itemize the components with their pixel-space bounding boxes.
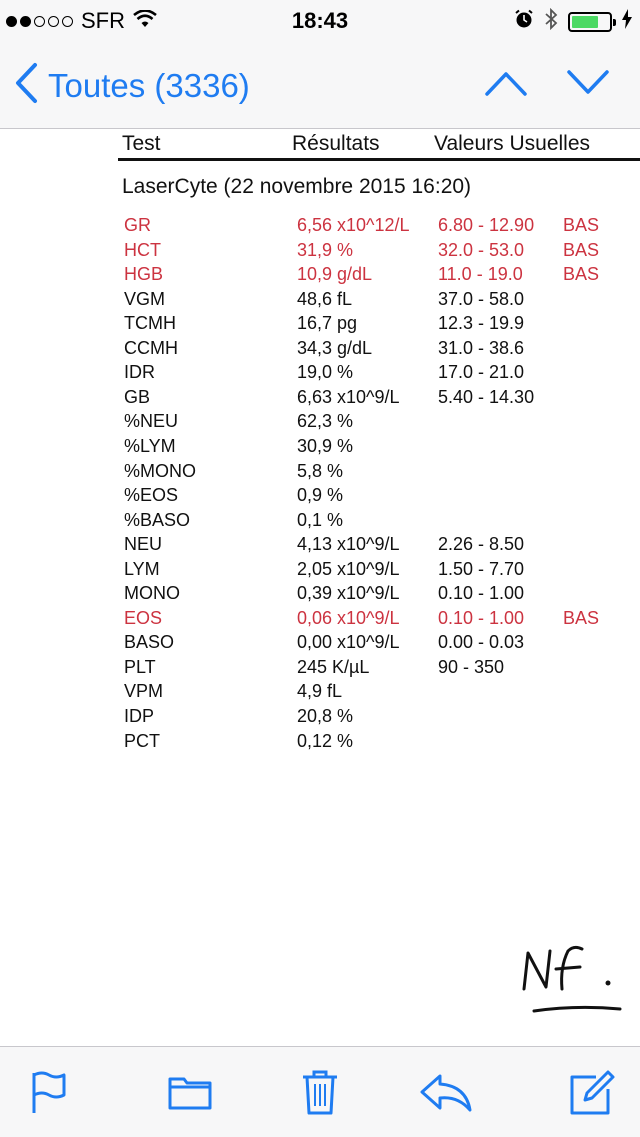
test-name: HCT [124,239,161,260]
result-value: 34,3 g/dL [297,337,373,358]
compose-button[interactable] [566,1069,618,1119]
result-row [0,632,640,656]
result-row [0,534,640,558]
reference-range: 37.0 - 58.0 [438,288,525,309]
folder-icon [167,1073,213,1116]
result-value: 0,1 % [297,509,344,530]
result-row [0,510,640,534]
reference-range: 31.0 - 38.6 [438,337,525,358]
result-value: 245 K/µL [297,656,370,677]
result-value: 4,13 x10^9/L [297,534,400,555]
result-flag: BAS [563,239,600,260]
message-body[interactable] [0,129,640,1045]
result-row [0,559,640,583]
flag-icon [28,1069,68,1120]
result-row [0,436,640,460]
test-name: %MONO [124,460,196,481]
result-row [0,731,640,755]
result-value: 31,9 % [297,239,354,260]
result-flag: BAS [563,264,600,285]
reference-range: 0.00 - 0.03 [438,632,525,653]
reference-range: 5.40 - 14.30 [438,386,535,407]
test-name: NEU [124,534,163,555]
result-value: 20,8 % [297,706,354,726]
reply-icon [418,1072,474,1117]
result-row [0,681,640,705]
alarm-icon [514,9,534,34]
battery-icon [568,12,612,32]
test-name: EOS [124,607,163,628]
result-row [0,215,640,239]
bottom-toolbar [0,1046,640,1137]
test-name: %EOS [124,485,179,506]
flag-button[interactable] [22,1069,74,1119]
result-row [0,411,640,435]
reference-range: 6.80 - 12.90 [438,215,535,235]
bluetooth-icon [544,8,558,35]
header-divider [118,158,640,161]
result-row [0,583,640,607]
test-name: CCMH [124,337,178,358]
result-row [0,461,640,485]
previous-message-button[interactable] [484,66,528,105]
result-value: 2,05 x10^9/L [297,558,400,579]
move-to-folder-button[interactable] [164,1069,216,1119]
next-message-button[interactable] [566,66,610,105]
result-row [0,313,640,337]
result-row [0,485,640,509]
trash-icon [300,1068,340,1121]
test-name: GR [124,215,151,235]
status-right [514,8,632,35]
section-title: LaserCyte (22 novembre 2015 16:20) [122,175,472,198]
result-flag: BAS [563,607,600,628]
handwritten-signature [516,937,626,1017]
result-value: 62,3 % [297,411,354,432]
result-row [0,608,640,632]
status-bar [0,0,640,40]
result-value: 19,0 % [297,362,354,383]
nav-bar [0,40,640,129]
chevron-left-icon [14,62,38,109]
reference-range: 1.50 - 7.70 [438,558,525,579]
result-value: 0,12 % [297,730,354,751]
test-name: IDR [124,362,155,383]
carrier-label: SFR [81,8,125,33]
test-name: %NEU [124,411,179,432]
test-name: IDP [124,706,155,726]
result-row [0,362,640,386]
result-value: 6,63 x10^9/L [297,386,400,407]
back-label: Toutes (3336) [48,66,250,104]
test-name: HGB [124,264,164,285]
reference-range: 90 - 350 [438,656,505,677]
test-name: BASO [124,632,175,653]
result-value: 16,7 pg [297,313,358,334]
reference-range: 17.0 - 21.0 [438,362,525,383]
test-name: MONO [124,583,180,604]
column-header-results: Résultats [292,132,380,155]
column-header-ranges: Valeurs Usuelles [434,132,591,155]
back-button[interactable] [14,62,250,109]
result-value: 5,8 % [297,460,344,481]
result-value: 30,9 % [297,435,354,456]
reference-range: 0.10 - 1.00 [438,583,525,604]
result-value: 4,9 fL [297,681,343,702]
result-value: 0,39 x10^9/L [297,583,400,604]
reference-range: 0.10 - 1.00 [438,607,525,628]
result-row [0,657,640,681]
compose-icon [568,1069,616,1120]
delete-button[interactable] [294,1069,346,1119]
test-name: PLT [124,656,156,677]
test-name: VGM [124,288,166,309]
result-row [0,240,640,264]
reference-range: 12.3 - 19.9 [438,313,525,334]
test-name: %LYM [124,435,176,456]
result-row [0,338,640,362]
test-name: LYM [124,558,160,579]
result-value: 0,00 x10^9/L [297,632,400,653]
test-name: GB [124,386,151,407]
result-row [0,289,640,313]
result-value: 0,9 % [297,485,344,506]
result-flag: BAS [563,215,600,235]
result-row [0,264,640,288]
charging-icon [622,9,632,34]
reference-range: 32.0 - 53.0 [438,239,525,260]
status-time: 18:43 [291,8,349,33]
result-row [0,706,640,730]
reply-button[interactable] [420,1069,472,1119]
message-navigation [484,66,610,105]
reference-range: 2.26 - 8.50 [438,534,525,555]
reference-range: 11.0 - 19.0 [438,264,523,285]
result-value: 6,56 x10^12/L [297,215,410,235]
result-value: 48,6 fL [297,288,353,309]
result-row [0,387,640,411]
column-header-test: Test [122,132,161,155]
result-value: 10,9 g/dL [297,264,373,285]
test-name: TCMH [124,313,176,334]
test-name: PCT [124,730,160,751]
test-name: VPM [124,681,164,702]
test-name: %BASO [124,509,191,530]
result-value: 0,06 x10^9/L [297,607,400,628]
